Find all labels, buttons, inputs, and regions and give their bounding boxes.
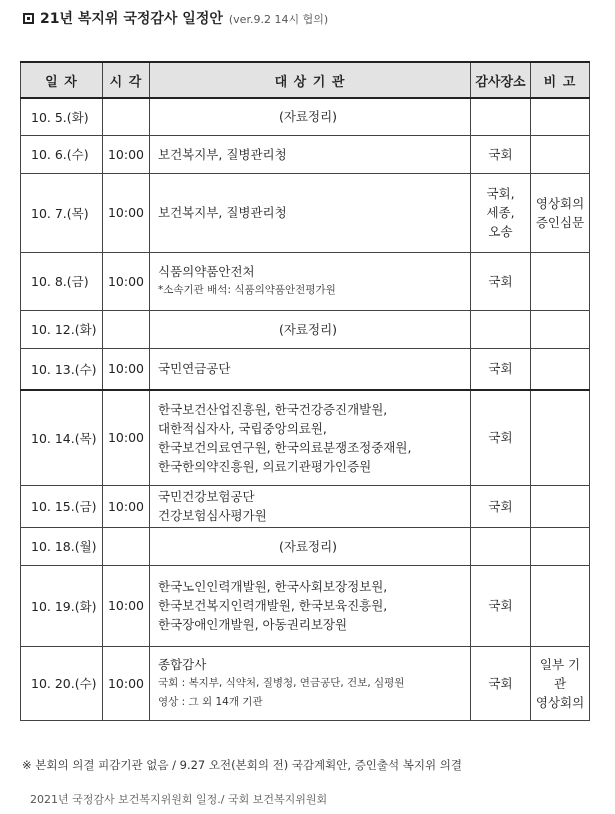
cell-date: 10. 8.(금) (21, 252, 103, 310)
cell-date: 10. 12.(화) (21, 310, 103, 348)
footnote: ※ 본회의 의결 피감기관 없음 / 9.27 오전(본회의 전) 국감계획안, 증인출석 복지위 의결 (22, 758, 462, 772)
header-time: 시 각 (103, 62, 150, 98)
note-line: 증인심문 (535, 214, 585, 230)
cell-time: 10:00 (103, 485, 150, 527)
header-target: 대 상 기 관 (150, 62, 471, 98)
cell-note (531, 98, 590, 135)
cell-note (531, 646, 590, 720)
note-line: 영상회의 (535, 195, 585, 211)
cell-note (531, 135, 590, 173)
cell-date: 10. 15.(금) (21, 485, 103, 527)
target-line: 종합감사 (158, 656, 207, 672)
cell-place (471, 135, 531, 173)
schedule-table (20, 61, 590, 721)
cell-time (103, 527, 150, 565)
cell-place (471, 173, 531, 252)
place-line: 국회, (486, 186, 515, 201)
target-subnote: 국회 : 복지부, 식약처, 질병청, 연금공단, 건보, 심평원 (158, 676, 405, 689)
cell-time: 10:00 (103, 565, 150, 646)
cell-target (150, 135, 471, 173)
place-line: 국회 (488, 498, 513, 514)
cell-place (471, 348, 531, 390)
place-line: 국회 (488, 430, 513, 446)
table-row (21, 348, 590, 390)
cell-note (531, 485, 590, 527)
cell-note (531, 252, 590, 310)
image-caption: 2021년 국정감사 보건복지위원회 일정./ 국회 보건복지위원회 (30, 793, 328, 806)
target-line: 보건복지부, 질병관리청 (158, 146, 287, 162)
target-line: 한국보건의료연구원, 한국의료분쟁조정중재원, (158, 439, 412, 455)
note-line: 일부 기관 (539, 656, 581, 691)
cell-note (531, 390, 590, 485)
cell-date: 10. 18.(월) (21, 527, 103, 565)
target-line: (자료정리) (278, 109, 338, 125)
header-place: 감사장소 (471, 62, 531, 98)
table-row (21, 485, 590, 527)
target-line: 한국노인인력개발원, 한국사회보장정보원, (158, 579, 388, 594)
cell-date: 10. 19.(화) (21, 565, 103, 646)
place-line: 국회 (488, 675, 513, 691)
target-line: (자료정리) (278, 321, 338, 337)
cell-time (103, 310, 150, 348)
cell-note (531, 173, 590, 252)
target-subnote: 영상 : 그 외 14개 기관 (158, 695, 263, 708)
place-line: 세종, (486, 205, 515, 220)
cell-date: 10. 5.(화) (21, 98, 103, 135)
cell-time: 10:00 (103, 135, 150, 173)
cell-place (471, 390, 531, 485)
target-line: 건강보험심사평가원 (158, 508, 267, 523)
cell-target (150, 646, 471, 720)
table-row (21, 646, 590, 720)
cell-place (471, 252, 531, 310)
cell-date: 10. 7.(목) (21, 173, 103, 252)
cell-date: 10. 6.(수) (21, 135, 103, 173)
cell-note (531, 527, 590, 565)
cell-target (150, 565, 471, 646)
cell-place (471, 98, 531, 135)
cell-target (150, 348, 471, 390)
target-line: 한국보건산업진흥원, 한국건강증진개발원, (158, 401, 388, 417)
cell-date: 10. 13.(수) (21, 348, 103, 390)
cell-place (471, 527, 531, 565)
cell-target (150, 98, 471, 135)
table-row (21, 252, 590, 310)
target-line: 국민연금공단 (158, 361, 231, 377)
place-line: 국회 (488, 361, 513, 377)
cell-target (150, 485, 471, 527)
cell-time (103, 98, 150, 135)
cell-time: 10:00 (103, 390, 150, 485)
table-row (21, 565, 590, 646)
cell-target (150, 173, 471, 252)
target-line: 보건복지부, 질병관리청 (158, 205, 287, 220)
cell-target (150, 527, 471, 565)
cell-time: 10:00 (103, 348, 150, 390)
target-line: 한국한의약진흥원, 의료기관평가인증원 (158, 458, 372, 474)
cell-target (150, 310, 471, 348)
place-line: 국회 (488, 273, 513, 289)
header-date: 일 자 (21, 62, 103, 98)
target-line: 대한적십자사, 국립중앙의료원, (158, 420, 327, 436)
cell-note (531, 348, 590, 390)
cell-target (150, 390, 471, 485)
cell-target (150, 252, 471, 310)
table-row (21, 98, 590, 135)
table-row (21, 173, 590, 252)
target-subnote: *소속기관 배석: 식품의약품안전평가원 (158, 284, 336, 296)
header-note: 비 고 (531, 62, 590, 98)
target-line: 국민건강보험공단 (158, 489, 255, 504)
cell-note (531, 310, 590, 348)
table-row (21, 390, 590, 485)
cell-date: 10. 14.(목) (21, 390, 103, 485)
cell-time: 10:00 (103, 252, 150, 310)
target-line: 한국보건복지인력개발원, 한국보육진흥원, (158, 598, 388, 613)
cell-time: 10:00 (103, 173, 150, 252)
place-line: 국회 (488, 598, 513, 613)
cell-place (471, 646, 531, 720)
place-line: 오송 (488, 224, 513, 239)
note-line: 영상회의 (535, 694, 585, 710)
cell-place (471, 565, 531, 646)
cell-place (471, 310, 531, 348)
table-row (21, 527, 590, 565)
target-line: 한국장애인개발원, 아동권리보장원 (158, 617, 348, 632)
cell-time: 10:00 (103, 646, 150, 720)
table-row (21, 310, 590, 348)
cell-date: 10. 20.(수) (21, 646, 103, 720)
title-text: 21년 복지위 국정감사 일정안 (40, 11, 223, 27)
document-title (23, 8, 328, 28)
table-row (21, 135, 590, 173)
version-note: (ver.9.2 14시 협의) (228, 13, 329, 26)
target-line: 식품의약품안전처 (158, 264, 255, 279)
cell-note (531, 565, 590, 646)
place-line: 국회 (488, 146, 513, 162)
cell-place (471, 485, 531, 527)
square-bullet-icon (23, 13, 34, 24)
target-line: (자료정리) (278, 538, 338, 554)
table-header-row (21, 62, 590, 98)
